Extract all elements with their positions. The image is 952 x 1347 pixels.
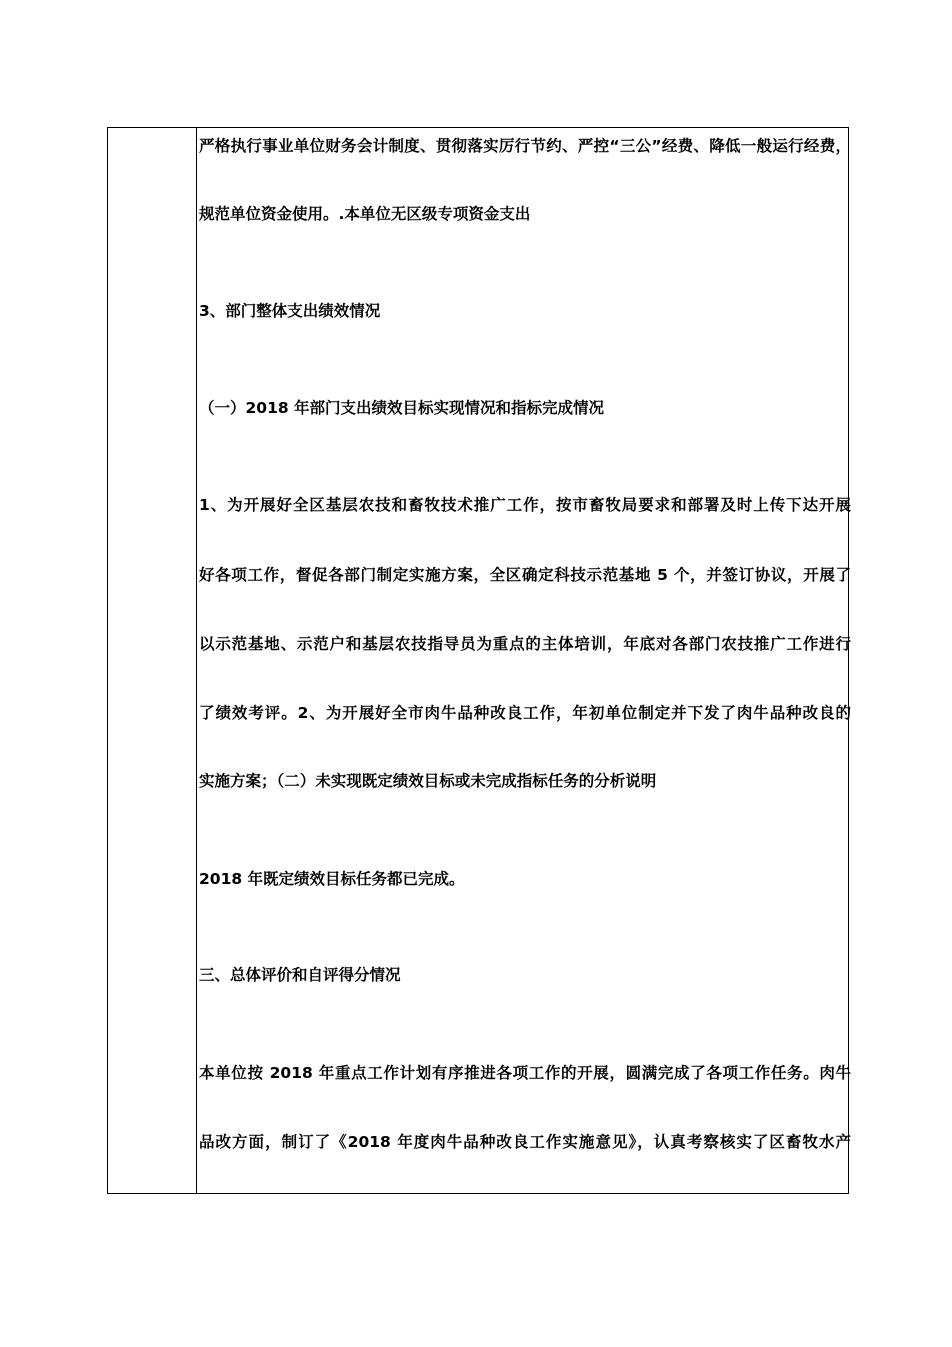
text-line-2: 规范单位资金使用。.本单位无区级专项资金支出 bbox=[199, 205, 531, 223]
text-line-12: 本单位按 2018 年重点工作计划有序推进各项工作的开展，圆满完成了各项工作任务。肉牛 bbox=[199, 1064, 851, 1082]
text-line-8: 了绩效考评。2、为开展好全市肉牛品种改良工作，年初单位制定并下发了肉牛品种改良的 bbox=[199, 704, 851, 722]
text-line-5: 1、为开展好全区基层农技和畜牧技术推广工作，按市畜牧局要求和部署及时上传下达开展 bbox=[199, 496, 851, 514]
text-line-1: 严格执行事业单位财务会计制度、贯彻落实厉行节约、严控“三公”经费、降低一般运行经费， bbox=[199, 137, 851, 155]
document-table bbox=[107, 127, 849, 1194]
table-left-column-cell bbox=[108, 128, 197, 1193]
section-heading-dept-performance: 3、部门整体支出绩效情况 bbox=[199, 302, 381, 320]
subsection-heading-goals: （一）2018 年部门支出绩效目标实现情况和指标完成情况 bbox=[199, 399, 605, 417]
text-line-13: 品改方面，制订了《2018 年度肉牛品种改良工作实施意见》，认真考察核实了区畜牧水产 bbox=[199, 1133, 851, 1151]
text-line-6: 好各项工作，督促各部门制定实施方案，全区确定科技示范基地 5 个，并签订协议，开展了 bbox=[199, 566, 851, 584]
table-content-cell bbox=[197, 128, 851, 1193]
text-line-7: 以示范基地、示范户和基层农技指导员为重点的主体培训，年底对各部门农技推广工作进行 bbox=[199, 635, 851, 653]
section-heading-overall-evaluation: 三、总体评价和自评得分情况 bbox=[199, 966, 401, 984]
text-line-9: 实施方案；（二）未实现既定绩效目标或未完成指标任务的分析说明 bbox=[199, 772, 657, 790]
text-line-10: 2018 年既定绩效目标任务都已完成。 bbox=[199, 870, 465, 888]
